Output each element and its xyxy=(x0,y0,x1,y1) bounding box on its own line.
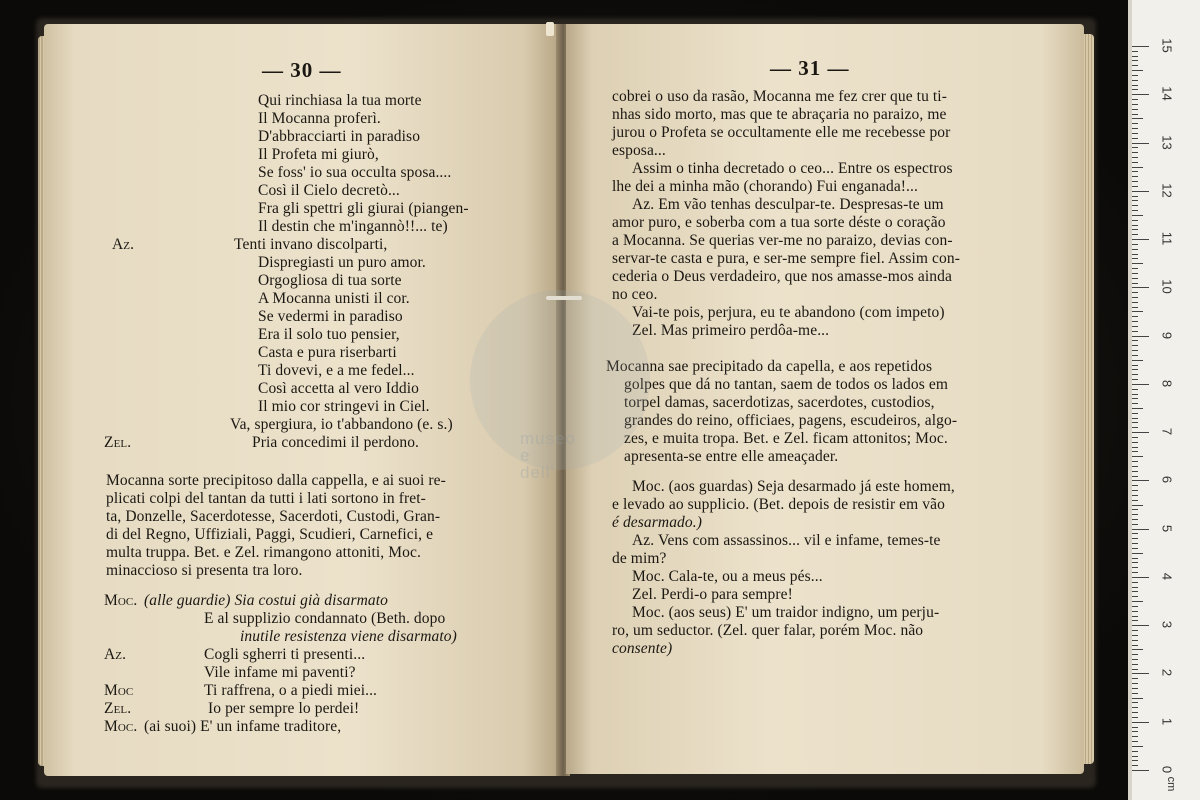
speaker-label: Zel. xyxy=(104,700,132,717)
ruler-tick xyxy=(1131,558,1138,559)
ruler-tick xyxy=(1131,389,1138,390)
ruler-tick xyxy=(1131,553,1143,554)
ruler-tick xyxy=(1131,229,1138,230)
ruler-tick xyxy=(1131,490,1138,491)
ruler-tick xyxy=(1131,461,1138,462)
ruler-tick xyxy=(1131,533,1138,534)
ruler-tick xyxy=(1131,254,1138,255)
ruler-tick xyxy=(1131,340,1138,341)
ruler-tick xyxy=(1131,403,1138,404)
verse-line: (alle guardie) Sia costui già disarmato xyxy=(144,592,388,609)
verse-line: Il mio cor stringevi in Ciel. xyxy=(258,398,430,415)
verse-line: Pria concedimi il perdono. xyxy=(252,434,420,451)
ruler-tick xyxy=(1131,94,1149,95)
ruler-tick xyxy=(1131,538,1138,539)
ruler-tick xyxy=(1131,210,1138,211)
text-line: Zel. Mas primeiro perdôa-me... xyxy=(632,322,830,339)
verse-line: Così accetta al vero Iddio xyxy=(258,380,419,397)
ruler-tick xyxy=(1131,307,1138,308)
verse-line: Casta e pura riserbarti xyxy=(258,344,397,361)
ruler-tick xyxy=(1131,524,1138,525)
text-line: servar-te casta e pura, e ser-me sempre fiel. Assim con- xyxy=(612,250,960,267)
ruler-tick xyxy=(1131,244,1138,245)
verse-line: D'abbracciarti in paradiso xyxy=(258,128,421,145)
ruler-number: 11 xyxy=(1159,231,1175,246)
ruler-tick xyxy=(1131,616,1138,617)
ruler-number: 3 xyxy=(1159,621,1175,629)
ruler-number: 9 xyxy=(1159,331,1175,339)
ruler-tick xyxy=(1131,167,1143,168)
ruler-number: 5 xyxy=(1159,524,1175,532)
ruler-tick xyxy=(1131,408,1143,409)
ruler-tick xyxy=(1131,673,1149,674)
ruler-tick xyxy=(1131,350,1138,351)
ruler-tick xyxy=(1131,422,1138,423)
ruler-tick xyxy=(1131,369,1138,370)
ruler-number: 1 xyxy=(1159,717,1175,725)
text-line: Az. Em vão tenhas desculpar-te. Despresas-te um xyxy=(632,196,944,213)
ruler-edge xyxy=(1128,0,1132,800)
ruler-tick xyxy=(1131,220,1138,221)
ruler-tick xyxy=(1131,56,1138,57)
ruler-tick xyxy=(1131,51,1138,52)
ruler-tick xyxy=(1131,99,1138,100)
ruler-tick xyxy=(1131,505,1143,506)
ruler-tick xyxy=(1131,118,1143,119)
speaker-label: Moc. xyxy=(104,592,138,609)
verse-line: Il destin che m'ingannò!!... te) xyxy=(258,218,448,235)
text-line: Az. Vens com assassinos... vil e infame, temes-te xyxy=(632,532,941,549)
ruler-tick xyxy=(1131,374,1138,375)
text-line: amor puro, e soberba com a tua sorte déste o coração xyxy=(612,214,946,231)
verse-line: Il Mocanna proferì. xyxy=(258,110,381,127)
ruler-unit-label: cm xyxy=(1165,776,1177,792)
ruler-tick xyxy=(1131,75,1138,76)
text-line: Moc. (aos guardas) Seja desarmado já este homem, xyxy=(632,478,955,495)
ruler-tick xyxy=(1131,669,1138,670)
ruler-tick xyxy=(1131,587,1138,588)
ruler-tick xyxy=(1131,654,1138,655)
text-line: de mim? xyxy=(612,550,667,567)
ruler-tick xyxy=(1131,649,1143,650)
ruler-tick xyxy=(1131,418,1138,419)
ruler-tick xyxy=(1131,741,1138,742)
ruler-tick xyxy=(1131,582,1138,583)
ruler-tick xyxy=(1131,394,1138,395)
ruler-tick xyxy=(1131,379,1138,380)
verse-line: Ti raffrena, o a piedi miei... xyxy=(204,682,378,699)
ruler-tick xyxy=(1131,707,1138,708)
stage-direction-line: di del Regno, Uffiziali, Paggi, Scudieri, Carnefici, e xyxy=(106,526,434,543)
ruler-number: 14 xyxy=(1159,86,1175,101)
ruler-tick xyxy=(1131,302,1138,303)
ruler-number: 0 xyxy=(1159,765,1175,774)
ruler-tick xyxy=(1131,630,1138,631)
ruler-number: 7 xyxy=(1159,428,1175,436)
text-line: e levado ao supplicio. (Bet. depois de resistir em vão xyxy=(612,496,945,513)
text-line: lhe dei a minha mão (chorando) Fui enganada!... xyxy=(612,178,918,195)
measuring-ruler xyxy=(1128,0,1200,800)
stage-direction-line: minaccioso si presenta tra loro. xyxy=(106,562,303,579)
stage-direction-line: torpel damas, sacerdotizas, sacerdotes, custodios, xyxy=(624,394,935,411)
text-line: Moc. (aos seus) E' um traidor indigno, um perju- xyxy=(632,604,940,621)
text-line: esposa... xyxy=(612,142,666,159)
verse-line: Ti dovevi, e a me fedel... xyxy=(258,362,415,379)
ruler-tick xyxy=(1131,659,1138,660)
ruler-tick xyxy=(1131,365,1138,366)
ruler-tick xyxy=(1131,316,1138,317)
ruler-tick xyxy=(1131,196,1138,197)
stage-direction-line: plicati colpi del tantan da tutti i lati sortono in fret- xyxy=(106,490,426,507)
ruler-tick xyxy=(1131,200,1138,201)
ruler-tick xyxy=(1131,205,1138,206)
ruler-tick xyxy=(1131,263,1143,264)
verse-line: Il Profeta mi giurò, xyxy=(258,146,379,163)
verse-line: Dispregiasti un puro amor. xyxy=(258,254,426,271)
ruler-tick xyxy=(1131,529,1149,530)
speaker-label: Moc xyxy=(104,682,134,699)
verse-line: Va, spergiura, io t'abbandono (e. s.) xyxy=(230,416,453,433)
verse-line: inutile resistenza viene disarmato) xyxy=(240,628,457,645)
ruler-tick xyxy=(1131,519,1138,520)
verse-line: Tenti invano discolparti, xyxy=(234,236,388,253)
ruler-tick xyxy=(1131,138,1138,139)
verse-line: E al supplizio condannato (Beth. dopo xyxy=(204,610,446,627)
ruler-tick xyxy=(1131,640,1138,641)
ruler-tick xyxy=(1131,152,1138,153)
text-line: Moc. Cala-te, ou a meus pés... xyxy=(632,568,823,585)
ruler-tick xyxy=(1131,606,1138,607)
stage-direction-line: apresenta-se entre elle ameaçader. xyxy=(624,448,839,465)
verse-line: Se foss' io sua occulta sposa.... xyxy=(258,164,452,181)
ruler-tick xyxy=(1131,181,1138,182)
ruler-tick xyxy=(1131,442,1138,443)
ruler-tick xyxy=(1131,143,1149,144)
ruler-tick xyxy=(1131,273,1138,274)
ruler-tick xyxy=(1131,717,1138,718)
ruler-tick xyxy=(1131,645,1138,646)
ruler-tick xyxy=(1131,109,1138,110)
text-line: cobrei o uso da rasão, Mocanna me fez crer que tu ti- xyxy=(612,88,947,105)
ruler-tick xyxy=(1131,114,1138,115)
page-number-right: — 31 — xyxy=(770,56,850,80)
ruler-tick xyxy=(1131,466,1138,467)
ruler-tick xyxy=(1131,722,1149,723)
text-line: Zel. Perdi-o para sempre! xyxy=(632,586,793,603)
stage-direction-line: golpes que dá no tantan, saem de todos os lados em xyxy=(624,376,948,393)
verse-line: Io per sempre lo perdei! xyxy=(208,700,360,717)
ruler-tick xyxy=(1131,760,1138,761)
ruler-tick xyxy=(1131,70,1143,71)
ruler-tick xyxy=(1131,765,1138,766)
ruler-tick xyxy=(1131,678,1138,679)
ruler-tick xyxy=(1131,698,1143,699)
ruler-number: 4 xyxy=(1159,572,1175,581)
speaker-label: Zel. xyxy=(104,434,132,451)
ruler-tick xyxy=(1131,398,1138,399)
ruler-tick xyxy=(1131,297,1138,298)
ruler-tick xyxy=(1131,591,1138,592)
stage-direction-line: Mocanna sae precipitado da capella, e aos repetidos xyxy=(606,358,933,375)
ruler-tick xyxy=(1131,104,1138,105)
stage-direction-line: ta, Donzelle, Sacerdotesse, Sacerdoti, Custodi, Gran- xyxy=(106,508,441,525)
verse-line: Cogli sgherri ti presenti... xyxy=(204,646,366,663)
stage-direction-line: zes, e muita tropa. Bet. e Zel. ficam attonitos; Moc. xyxy=(624,430,948,447)
ruler-tick xyxy=(1131,186,1138,187)
ruler-tick xyxy=(1131,635,1138,636)
ruler-tick xyxy=(1131,89,1138,90)
ruler-tick xyxy=(1131,123,1138,124)
ruler-tick xyxy=(1131,756,1138,757)
verse-line: Era il solo tuo pensier, xyxy=(258,326,400,343)
ruler-tick xyxy=(1131,495,1138,496)
ruler-tick xyxy=(1131,702,1138,703)
ruler-tick xyxy=(1131,664,1138,665)
text-line: é desarmado.) xyxy=(612,514,702,531)
ruler-number: 15 xyxy=(1159,38,1175,53)
ruler-tick xyxy=(1131,712,1138,713)
ruler-tick xyxy=(1131,191,1149,192)
ruler-number: 13 xyxy=(1159,134,1175,150)
ruler-tick xyxy=(1131,509,1138,510)
ruler-tick xyxy=(1131,451,1138,452)
text-line: consente) xyxy=(612,640,673,657)
speaker-label: Moc. xyxy=(104,718,138,735)
text-line: ro, um seductor. (Zel. quer falar, porém Moc. não xyxy=(612,622,924,639)
ruler-number: 2 xyxy=(1159,669,1175,677)
ruler-tick xyxy=(1131,384,1149,385)
ruler-tick xyxy=(1131,239,1149,240)
ruler-tick xyxy=(1131,577,1149,578)
ruler-tick xyxy=(1131,620,1138,621)
verse-line: A Mocanna unisti il cor. xyxy=(258,290,410,307)
ruler-tick xyxy=(1131,731,1138,732)
ruler-tick xyxy=(1131,683,1138,684)
ruler-tick xyxy=(1131,601,1143,602)
ruler-tick xyxy=(1131,355,1138,356)
text-line: a Mocanna. Se querias ver-me no paraizo, devias con- xyxy=(612,232,953,249)
ruler-tick xyxy=(1131,447,1138,448)
ruler-tick xyxy=(1131,693,1138,694)
ruler-tick xyxy=(1131,311,1143,312)
ruler-tick xyxy=(1131,234,1138,235)
ruler-tick xyxy=(1131,283,1138,284)
ruler-tick xyxy=(1131,46,1149,47)
verse-line: Orgogliosa di tua sorte xyxy=(258,272,402,289)
ruler-tick xyxy=(1131,171,1138,172)
text-line: jurou o Profeta se occultamente elle me recebesse por xyxy=(612,124,951,141)
speaker-label: Az. xyxy=(112,236,135,253)
ruler-tick xyxy=(1131,215,1143,216)
ruler-tick xyxy=(1131,437,1138,438)
ruler-tick xyxy=(1131,321,1138,322)
text-line: Assim o tinha decretado o ceo... Entre os espectros xyxy=(632,160,953,177)
ruler-tick xyxy=(1131,268,1138,269)
binding-thread-top xyxy=(546,22,554,36)
ruler-tick xyxy=(1131,258,1138,259)
speaker-label: Az. xyxy=(104,646,127,663)
ruler-tick xyxy=(1131,736,1138,737)
watermark-line: dell' xyxy=(520,463,555,482)
ruler-tick xyxy=(1131,157,1138,158)
ruler-tick xyxy=(1131,625,1149,626)
ruler-tick xyxy=(1131,572,1138,573)
ruler-tick xyxy=(1131,147,1138,148)
stage-direction-line: multa truppa. Bet. e Zel. rimangono attoniti, Moc. xyxy=(106,544,421,561)
ruler-tick xyxy=(1131,128,1138,129)
ruler-tick xyxy=(1131,249,1138,250)
ruler-tick xyxy=(1131,287,1149,288)
ruler-tick xyxy=(1131,500,1138,501)
verse-line: Qui rinchiasa la tua morte xyxy=(258,92,422,109)
ruler-tick xyxy=(1131,456,1143,457)
ruler-number: 6 xyxy=(1159,476,1175,484)
ruler-tick xyxy=(1131,176,1138,177)
page-number-left: — 30 — xyxy=(262,58,342,82)
ruler-tick xyxy=(1131,548,1138,549)
ruler-tick xyxy=(1131,85,1138,86)
ruler-tick xyxy=(1131,360,1143,361)
watermark-text xyxy=(520,430,576,481)
ruler-tick xyxy=(1131,60,1138,61)
ruler-tick xyxy=(1131,326,1138,327)
ruler-tick xyxy=(1131,292,1138,293)
ruler-tick xyxy=(1131,162,1138,163)
verse-line: Se vedermi in paradiso xyxy=(258,308,403,325)
ruler-tick xyxy=(1131,225,1138,226)
ruler-tick xyxy=(1131,133,1138,134)
ruler-tick xyxy=(1131,751,1138,752)
ruler-tick xyxy=(1131,65,1138,66)
text-line: nhas sido morto, mas que te abraçaria no paraizo, me xyxy=(612,106,947,123)
ruler-tick xyxy=(1131,432,1149,433)
ruler-tick xyxy=(1131,413,1138,414)
ruler-tick xyxy=(1131,80,1138,81)
ruler-tick xyxy=(1131,480,1149,481)
ruler-tick xyxy=(1131,562,1138,563)
text-line: Vai-te pois, perjura, eu te abandono (com impeto) xyxy=(632,304,945,321)
ruler-tick xyxy=(1131,746,1143,747)
verse-line: Fra gli spettri gli giurai (piangen- xyxy=(258,200,469,217)
ruler-tick xyxy=(1131,596,1138,597)
ruler-tick xyxy=(1131,485,1138,486)
ruler-tick xyxy=(1131,476,1138,477)
ruler-tick xyxy=(1131,567,1138,568)
text-line: cederia o Deus verdadeiro, que nos amasse-mos ainda xyxy=(612,268,952,285)
ruler-tick xyxy=(1131,345,1138,346)
ruler-tick xyxy=(1131,770,1149,771)
ruler-tick xyxy=(1131,278,1138,279)
ruler-tick xyxy=(1131,336,1149,337)
ruler-tick xyxy=(1131,727,1138,728)
ruler-number: 8 xyxy=(1159,379,1175,387)
verse-line: (ai suoi) E' un infame traditore, xyxy=(144,718,342,735)
ruler-tick xyxy=(1131,331,1138,332)
verse-line: Vile infame mi paventi? xyxy=(204,664,356,681)
ruler-tick xyxy=(1131,688,1138,689)
text-line: no ceo. xyxy=(612,286,658,303)
ruler-number: 12 xyxy=(1159,183,1175,198)
ruler-tick xyxy=(1131,471,1138,472)
stage-direction-line: grandes do reino, officiaes, pagens, escudeiros, algo- xyxy=(624,412,958,429)
ruler-number: 10 xyxy=(1159,279,1175,295)
ruler-tick xyxy=(1131,611,1138,612)
verse-line: Così il Cielo decretò... xyxy=(258,182,400,199)
ruler-tick xyxy=(1131,427,1138,428)
watermark-line: e xyxy=(520,446,531,465)
ruler-tick xyxy=(1131,543,1138,544)
stage-direction-line: Mocanna sorte precipitoso dalla cappella, e ai suoi re- xyxy=(106,472,446,489)
ruler-tick xyxy=(1131,514,1138,515)
watermark-line: museo xyxy=(520,429,577,448)
